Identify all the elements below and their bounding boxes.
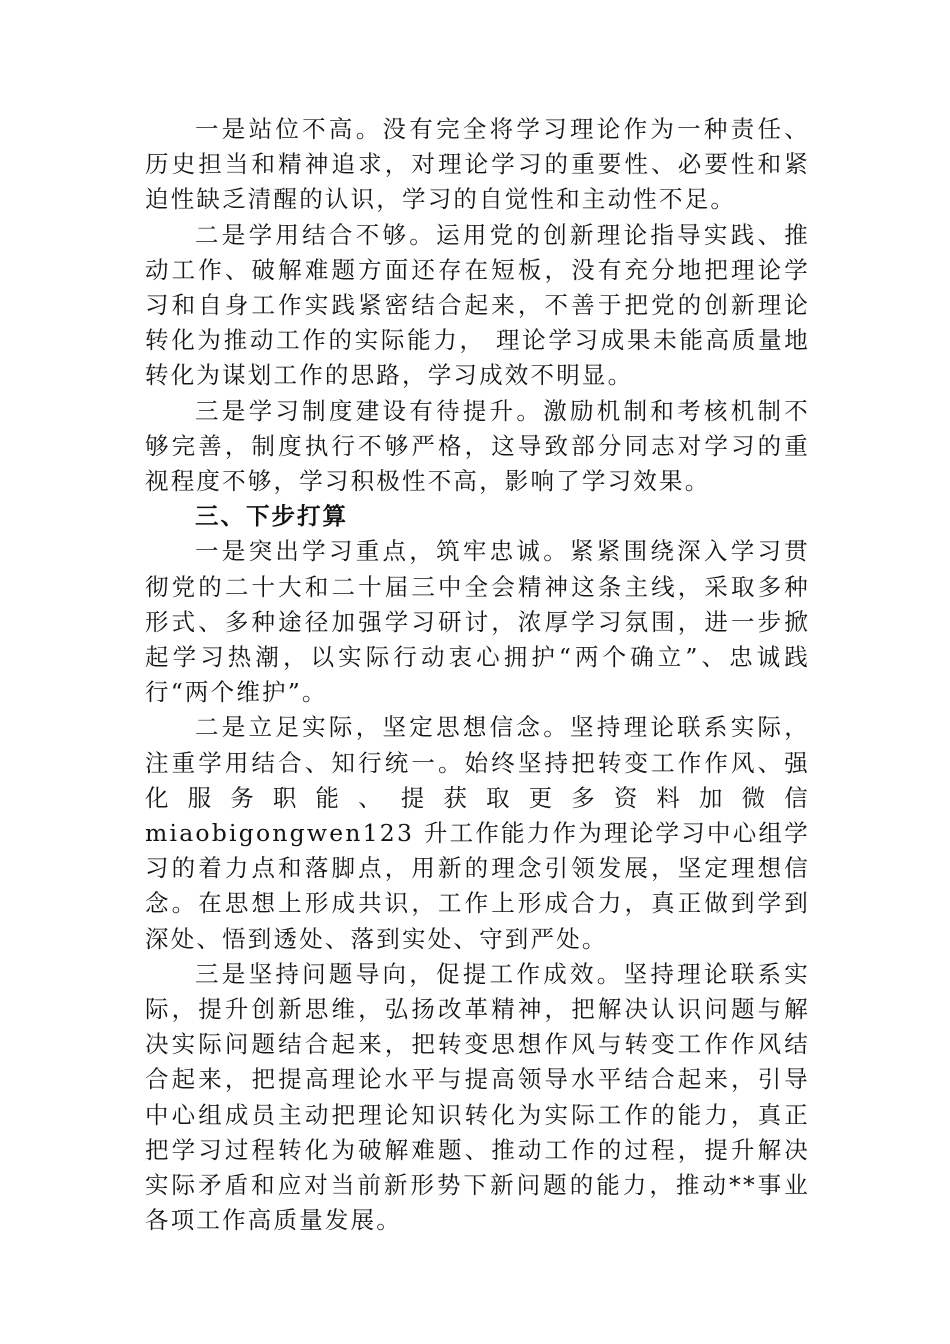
paragraph-plan-2: 二是立足实际，坚定思想信念。坚持理论联系实际，注重学用结合、知行统一。始终坚持把转变工作作风、强化服务职能、提获取更多资料加微信 miaobigongwen123 升工作能力作为理论学习中心组学习的着力点和落脚点，用新的理念引领发展，坚定理想信念。在思想上形成共识，工作上形成合力，真正做到学到深处、悟到透处、落到实处、守到严处。	[145, 713, 810, 953]
section-heading: 三、下步打算	[195, 502, 348, 531]
paragraph-problem-1: 一是站位不高。没有完全将学习理论作为一种责任、历史担当和精神追求，对理论学习的重要性、必要性和紧迫性缺乏清醒的认识，学习的自觉性和主动性不足。	[145, 115, 810, 214]
paragraph-plan-3: 三是坚持问题导向，促提工作成效。坚持理论联系实际，提升创新思维，弘扬改革精神，把解决认识问题与解决实际问题结合起来，把转变思想作风与转变工作作风结合起来，把提高理论水平与提高领导水平结合起来，引导中心组成员主动把理论知识转化为实际工作的能力，真正把学习过程转化为破解难题、推动工作的过程，提升解决实际矛盾和应对当前新形势下新问题的能力，推动**事业各项工作高质量发展。	[145, 959, 810, 1235]
paragraph-problem-2: 二是学用结合不够。运用党的创新理论指导实践、推动工作、破解难题方面还存在短板，没有充分地把理论学习和自身工作实践紧密结合起来，不善于把党的创新理论转化为推动工作的实际能力， 理论学习成果未能高质量地转化为谋划工作的思路，学习成效不明显。	[145, 220, 810, 390]
document-page	[145, 112, 810, 1239]
paragraph-plan-1: 一是突出学习重点，筑牢忠诚。紧紧围绕深入学习贯彻党的二十大和二十届三中全会精神这条主线，采取多种形式、多种途径加强学习研讨，浓厚学习氛围，进一步掀起学习热潮，以实际行动衷心拥护“两个确立”、忠诚践行“两个维护”。	[145, 537, 810, 707]
paragraph-problem-3: 三是学习制度建设有待提升。激励机制和考核机制不够完善，制度执行不够严格，这导致部分同志对学习的重视程度不够，学习积极性不高，影响了学习效果。	[145, 396, 810, 496]
